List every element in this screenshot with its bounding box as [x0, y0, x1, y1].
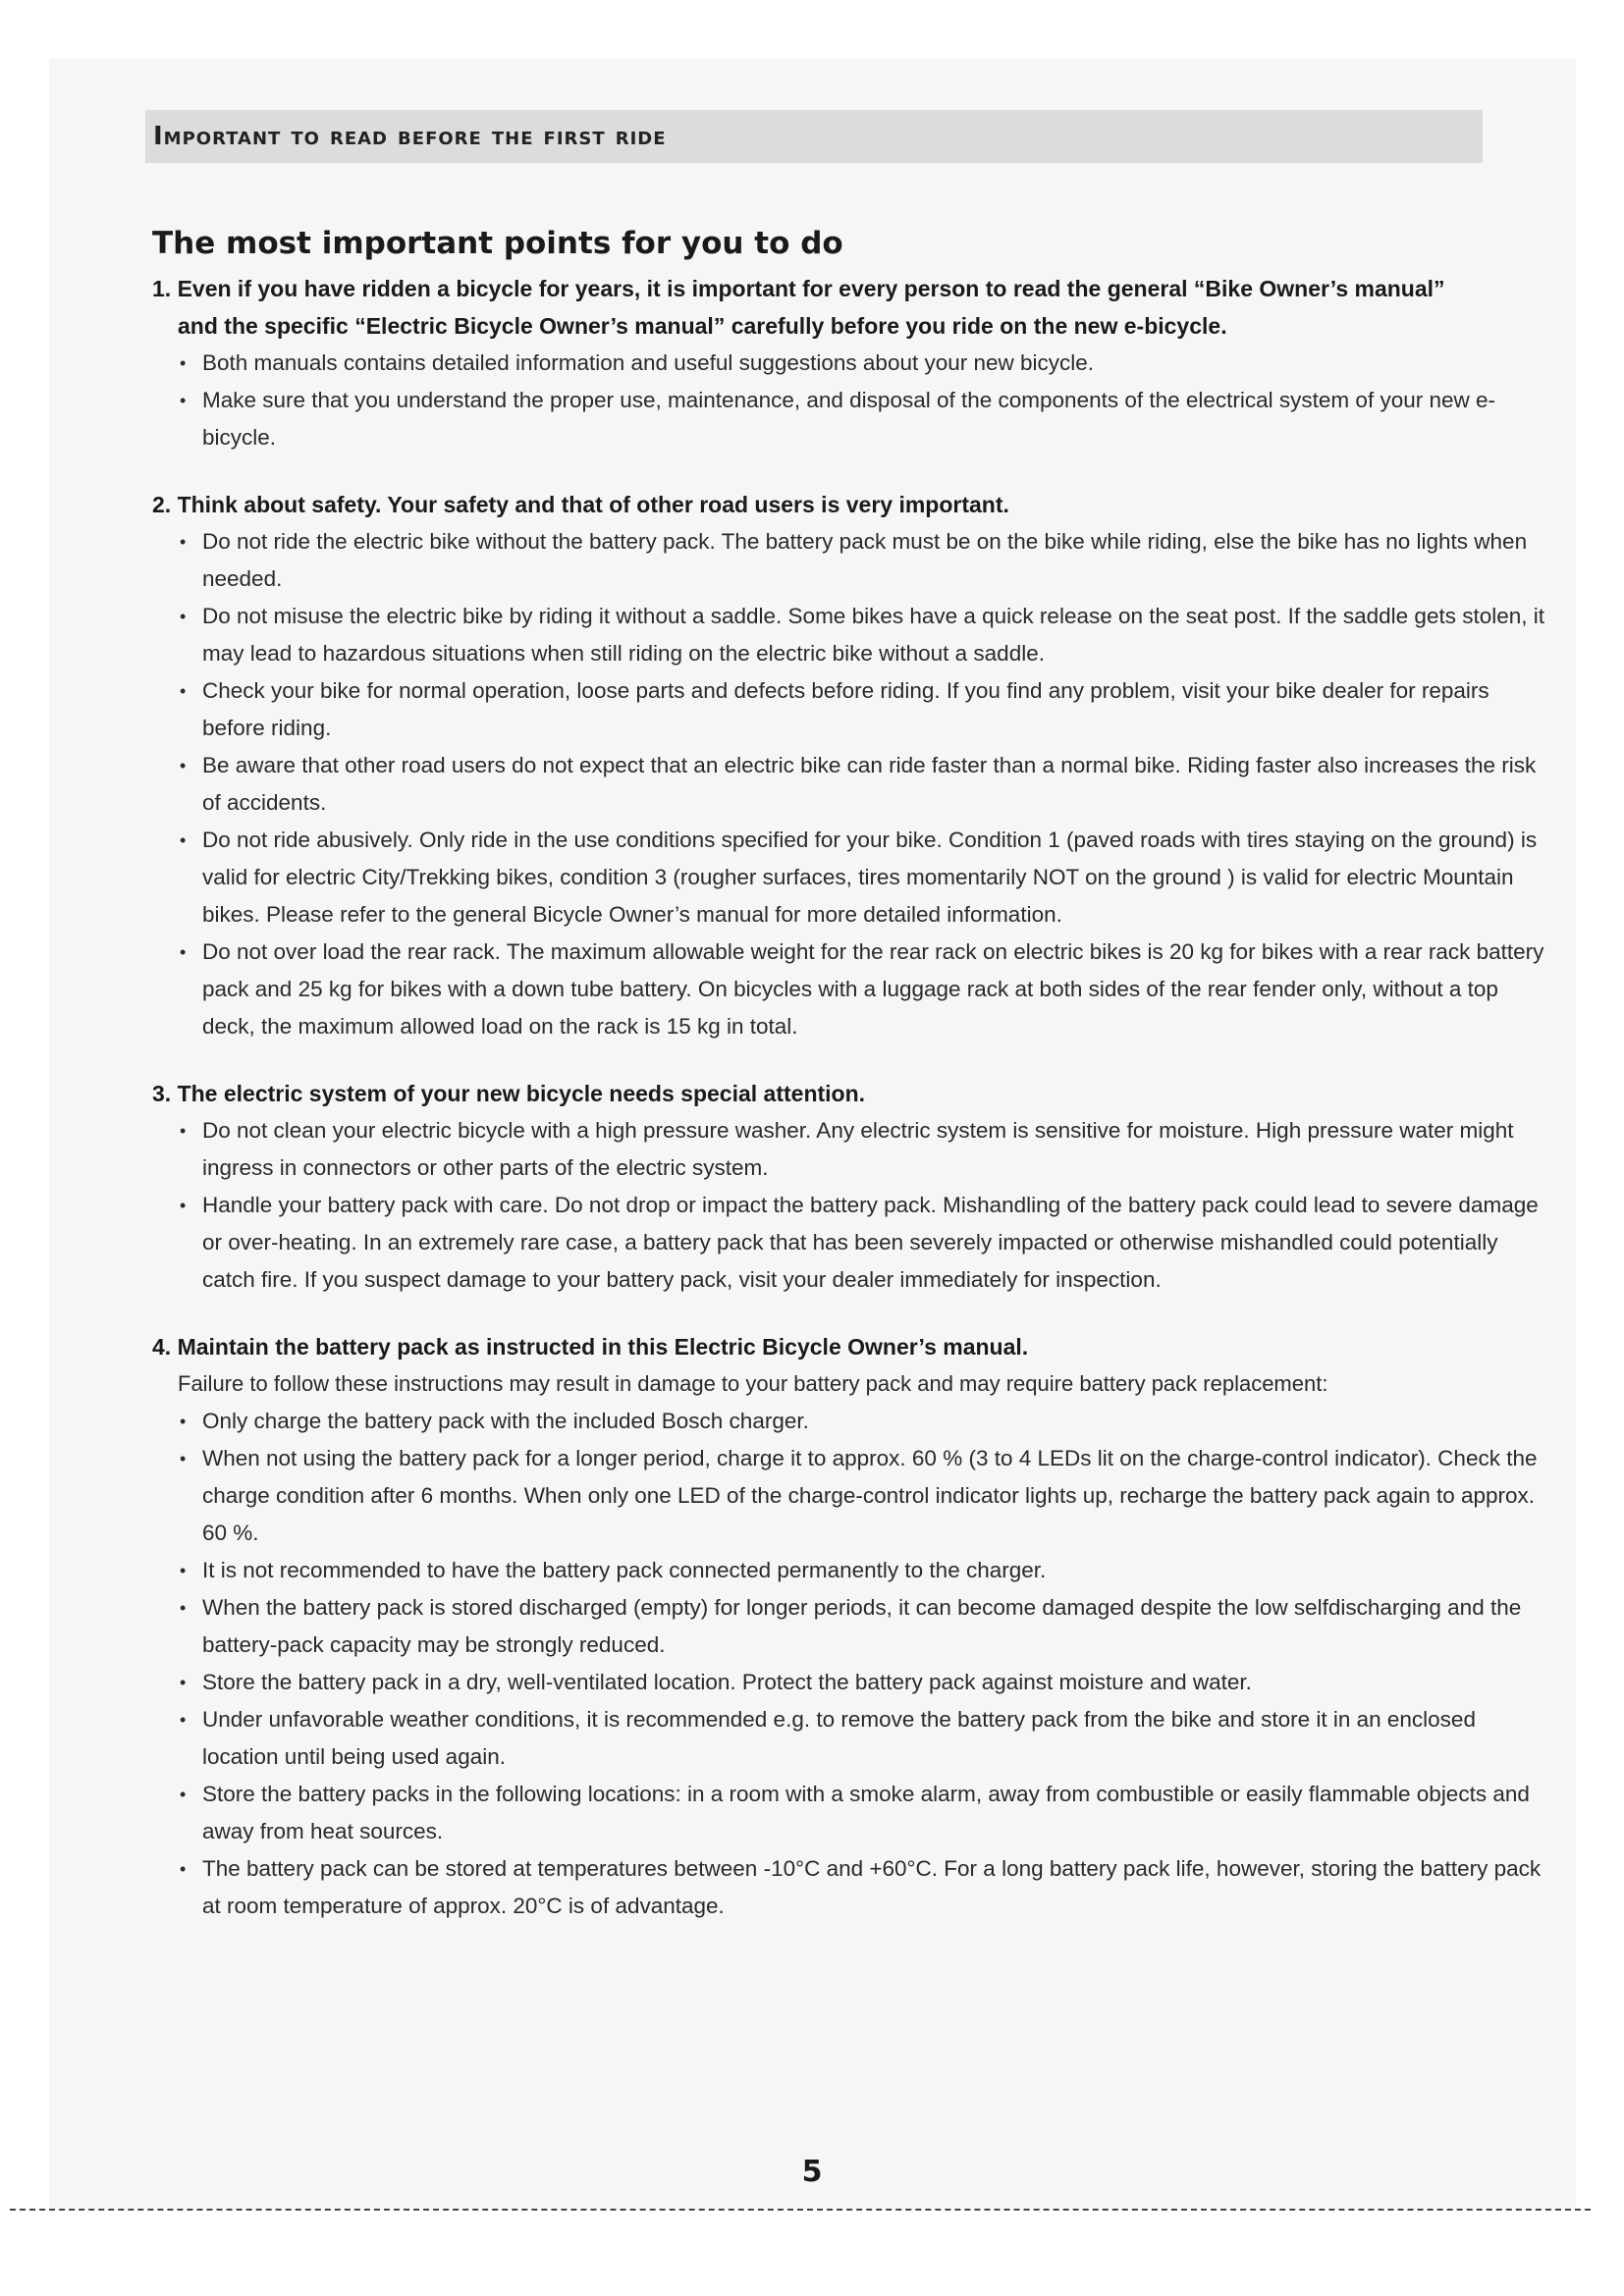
- list-item: • Check your bike for normal operation, loose parts and defects before riding. If you find any problem, visit your bike dealer for repairs before riding.: [178, 672, 1546, 747]
- section-2: [152, 486, 1546, 1045]
- page-subtitle: The most important points for you to do: [152, 226, 843, 261]
- list-item: • Do not misuse the electric bike by riding it without a saddle. Some bikes have a quick release on the seat post. If the saddle gets stolen, it may lead to hazardous situations when still riding on the electric bike without a saddle.: [178, 598, 1546, 672]
- bullet-list: [152, 345, 1546, 456]
- list-item: • The battery pack can be stored at temperatures between -10°C and +60°C. For a long battery pack life, however, storing the battery pack at room temperature of approx. 20°C is of advantage.: [178, 1850, 1546, 1925]
- bottom-divider: [10, 2209, 1591, 2211]
- list-item: • Do not over load the rear rack. The maximum allowable weight for the rear rack on electric bikes is 20 kg for bikes with a rear rack battery pack and 25 kg for bikes with a down tube battery. On bicycles with a luggage rack at both sides of the rear fender only, without a top deck, the maximum allowed load on the rack is 15 kg in total.: [178, 934, 1546, 1045]
- section-1: [152, 270, 1546, 456]
- list-item: • Under unfavorable weather conditions, it is recommended e.g. to remove the battery pack from the bike and store it in an enclosed location until being used again.: [178, 1701, 1546, 1776]
- bullet-list: [152, 1112, 1546, 1299]
- list-item: • Make sure that you understand the proper use, maintenance, and disposal of the components of the electrical system of your new e-bicycle.: [178, 382, 1546, 456]
- section-heading: 3. The electric system of your new bicycle needs special attention.: [152, 1081, 866, 1106]
- list-item: • Handle your battery pack with care. Do not drop or impact the battery pack. Mishandling of the battery pack could lead to severe damage or over-heating. In an extremely rare case, a battery pack that has been severely impacted or otherwise mishandled could potentially catch fire. If you suspect damage to your battery pack, visit your dealer immediately for inspection.: [178, 1187, 1546, 1299]
- section-heading: 2. Think about safety. Your safety and that of other road users is very important.: [152, 492, 1009, 517]
- list-item: • Be aware that other road users do not expect that an electric bike can ride faster than a normal bike. Riding faster also increases the risk of accidents.: [178, 747, 1546, 822]
- bullet-list: [152, 1403, 1546, 1925]
- bullet-list: [152, 523, 1546, 1045]
- section-3: [152, 1075, 1546, 1299]
- list-item: • Store the battery pack in a dry, well-ventilated location. Protect the battery pack against moisture and water.: [178, 1664, 1546, 1701]
- section-4: [152, 1328, 1546, 1925]
- list-item: • When the battery pack is stored discharged (empty) for longer periods, it can become damaged despite the low selfdischarging and the battery-pack capacity may be strongly reduced.: [178, 1589, 1546, 1664]
- list-item: • When not using the battery pack for a longer period, charge it to approx. 60 % (3 to 4 LEDs lit on the charge-control indicator). Check the charge condition after 6 months. When only one LED of the charge-control indicator lights up, recharge the battery pack again to approx. 60 %.: [178, 1440, 1546, 1552]
- list-item: • Do not ride abusively. Only ride in the use conditions specified for your bike. Condition 1 (paved roads with tires staying on the ground) is valid for electric City/Trekking bikes, condition 3 (rougher surfaces, tires momentarily NOT on the ground ) is valid for electric Mountain bikes. Please refer to the general Bicycle Owner’s manual for more detailed information.: [178, 822, 1546, 934]
- section-intro: Failure to follow these instructions may result in damage to your battery pack and may require battery pack replacement:: [178, 1371, 1328, 1396]
- section-heading: 4. Maintain the battery pack as instructed in this Electric Bicycle Owner’s manual.: [152, 1334, 1029, 1360]
- page-number: 5: [801, 2155, 823, 2189]
- section-header-bar: [145, 110, 1483, 163]
- main-content: [152, 270, 1546, 1954]
- section-heading-line: and the specific “Electric Bicycle Owner’s manual” carefully before you ride on the new e-bicycle.: [178, 313, 1227, 339]
- section-heading-line: 1. Even if you have ridden a bicycle for years, it is important for every person to read the general “Bike Owner’s manual”: [152, 276, 1445, 301]
- section-heading: [152, 270, 1546, 345]
- list-item: • Do not clean your electric bicycle with a high pressure washer. Any electric system is sensitive for moisture. High pressure water might ingress in connectors or other parts of the electric system.: [178, 1112, 1546, 1187]
- list-item: • It is not recommended to have the battery pack connected permanently to the charger.: [178, 1552, 1546, 1589]
- section-header-title: Important to read before the first ride: [153, 122, 667, 151]
- list-item: • Both manuals contains detailed information and useful suggestions about your new bicycle.: [178, 345, 1546, 382]
- list-item: • Only charge the battery pack with the included Bosch charger.: [178, 1403, 1546, 1440]
- list-item: • Do not ride the electric bike without the battery pack. The battery pack must be on the bike while riding, else the bike has no lights when needed.: [178, 523, 1546, 598]
- list-item: • Store the battery packs in the following locations: in a room with a smoke alarm, away from combustible or easily flammable objects and away from heat sources.: [178, 1776, 1546, 1850]
